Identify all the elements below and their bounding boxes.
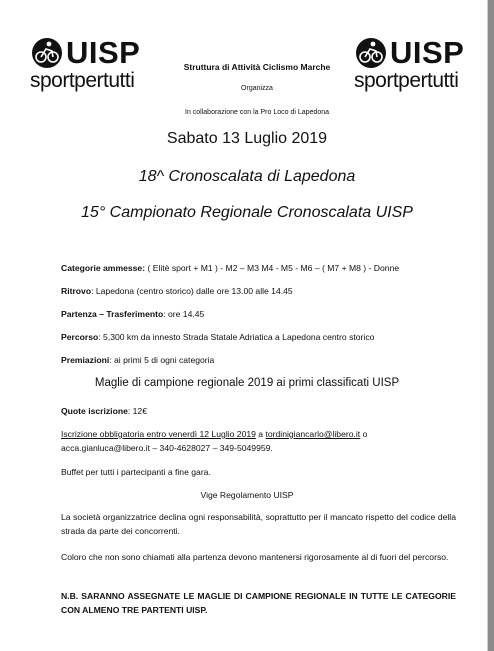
- uisp-logo-left: [30, 36, 170, 92]
- premiazioni-line: [61, 354, 461, 367]
- partenza-label: Partenza – Trasferimento: [61, 309, 164, 319]
- categorie-value: ( Elitè sport + M1 ) - M2 – M3 M4 - M5 - M6 – ( M7 + M8 ) - Donne: [145, 263, 400, 273]
- scan-edge: [488, 0, 494, 651]
- disclaimer-responsibility: La società organizzatrice declina ogni responsabilità, soprattutto per il mancato rispetto del codice della strada da parte dei concorrenti.: [61, 512, 456, 536]
- partenza-line: [61, 308, 461, 321]
- buffet-line: Buffet per tutti i partecipanti a fine gara.: [61, 467, 211, 477]
- organizer-collaboration: In collaborazione con la Pro Loco di Lapedona: [185, 109, 329, 116]
- logo-tagline: sportpertutti: [30, 69, 135, 92]
- nota-bene: N.B. SARANNO ASSEGNATE LE MAGLIE DI CAMPIONE REGIONALE IN TUTTE LE CATEGORIE CON ALMENO TRE PARTENTI UISP.: [61, 591, 456, 615]
- maglie-announcement: Maglie di campione regionale 2019 ai primi classificati UISP: [94, 377, 400, 389]
- premiazioni-value: : ai primi 5 di ogni categoria: [109, 355, 215, 365]
- disclaimer-start: Coloro che non sono chiamati alla partenza devono mantenersi rigorosamente al di fuori del percorso.: [61, 552, 449, 562]
- categorie-label: Categorie ammesse:: [61, 263, 146, 273]
- quote-label: Quote iscrizione: [61, 406, 128, 416]
- quote-line: [61, 405, 461, 418]
- email-link-tordini[interactable]: tordinigiancarlo@libero.it: [265, 429, 361, 439]
- logo-brand-text: UISP: [66, 35, 141, 70]
- iscrizione-connector: a: [255, 429, 266, 439]
- logo-brand-text: UISP: [390, 35, 465, 70]
- event-title: 18^ Cronoscalata di Lapedona: [138, 168, 356, 185]
- championship-title: 15° Campionato Regionale Cronoscalata UISP: [81, 204, 413, 221]
- organizer-label: Organizza: [241, 85, 273, 92]
- partenza-value: : ore 14.45: [163, 309, 205, 319]
- ritrovo-line: [61, 285, 461, 298]
- ritrovo-label: Ritrovo: [61, 286, 92, 296]
- uisp-logo-right: [354, 36, 494, 92]
- quote-value: : 12€: [127, 406, 147, 416]
- percorso-line: [61, 331, 461, 344]
- iscrizione-contacts: acca.gianluca@libero.it – 340-4628027 – 349-5049959.: [61, 443, 273, 453]
- percorso-value: : 5,300 km da innesto Strada Statale Adriatica a Lapedona centro storico: [98, 332, 375, 342]
- ritrovo-value: : Lapedona (centro storico) dalle ore 13.00 alle 14.45: [91, 286, 293, 296]
- scan-edge-line: [487, 0, 488, 651]
- percorso-label: Percorso: [61, 332, 99, 342]
- premiazioni-label: Premiazioni: [61, 355, 110, 365]
- logo-tagline: sportpertutti: [354, 69, 459, 92]
- cyclist-emblem-icon: [30, 36, 64, 70]
- organizer-name: Struttura di Attività Ciclismo Marche: [183, 62, 331, 72]
- event-date: Sabato 13 Luglio 2019: [166, 130, 328, 147]
- iscrizione-or: o: [360, 429, 368, 439]
- categorie-line: [61, 262, 461, 275]
- regolamento-line: Vige Regolamento UISP: [200, 490, 294, 500]
- iscrizione-text: Iscrizione obbligatoria entro venerdì 12 Luglio 2019: [61, 429, 256, 439]
- iscrizione-line: [61, 428, 461, 441]
